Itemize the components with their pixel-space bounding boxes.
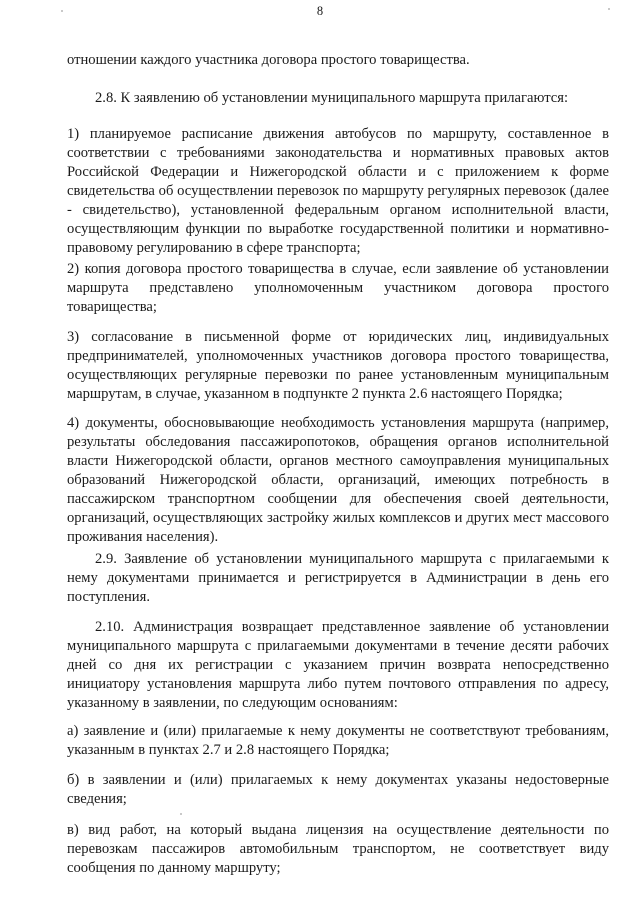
page-number: 8	[316, 4, 324, 18]
list-item-3: 3) согласование в письменной форме от юридических лиц, индивидуальных предпринимателей, уполномоченных участников договора простого товарищества, осуществляющих регулярные перевозки по ранее установленным муниципальным маршрутам, в случае, указанном в подпункте 2 пункта 2.6 настоящего Порядка;	[67, 329, 609, 402]
paragraph-2-9: 2.9. Заявление об установлении муниципального маршрута с прилагаемыми к нему документами принимается и регистрируется в Администрации в день его поступления.	[67, 551, 609, 605]
paragraph-continuation: отношении каждого участника договора простого товарищества.	[67, 52, 470, 68]
paragraph-2-10: 2.10. Администрация возвращает представленное заявление об установлении муниципального маршрута с прилагаемыми документами в течение десяти рабочих дней со дня их регистрации с указанием причин возврата непосредственно инициатору установления маршрута либо путем почтового отправления по адресу, указанному в заявлении, по следующим основаниям:	[67, 619, 609, 711]
list-item-4: 4) документы, обосновывающие необходимость установления маршрута (например, результаты обследования пассажиропотоков, обращения органов исполнительной власти Нижегородской области, органов местного самоуправления муниципальных образований Нижегородской области, организаций, имеющих потребность в пассажирском транспортном сообщении для обеспечения своей деятельности, организаций, осуществляющих застройку жилых комплексов и других мест массового проживания населения).	[67, 415, 609, 545]
paragraph-2-8: 2.8. К заявлению об установлении муниципального маршрута прилагаются:	[95, 90, 569, 106]
list-item-a: а) заявление и (или) прилагаемые к нему документы не соответствуют требованиям, указанным в пунктах 2.7 и 2.8 настоящего Порядка;	[67, 723, 609, 758]
list-item-1: 1) планируемое расписание движения автобусов по маршруту, составленное в соответствии с требованиями законодательства и нормативных правовых актов Российской Федерации и Нижегородской области и с приложением к форме свидетельства об осуществлении перевозок по маршруту регулярных перевозок (далее - свидетельство), установленной федеральным органом исполнительной власти, осуществляющим функции по выработке государственной политики и нормативно-правовому регулированию в сфере транспорта;	[67, 126, 609, 256]
scan-speck	[608, 8, 610, 10]
list-item-b: б) в заявлении и (или) прилагаемых к нему документах указаны недостоверные сведения;	[67, 772, 609, 807]
list-item-2: 2) копия договора простого товарищества в случае, если заявление об установлении маршрута представлено уполномоченным участником договора простого товарищества;	[67, 261, 609, 315]
scan-speck	[180, 813, 182, 815]
list-item-c: в) вид работ, на который выдана лицензия на осуществление деятельности по перевозкам пассажиров автомобильным транспортом, не соответствует виду сообщения по данному маршруту;	[67, 822, 609, 876]
scan-speck	[61, 10, 63, 12]
